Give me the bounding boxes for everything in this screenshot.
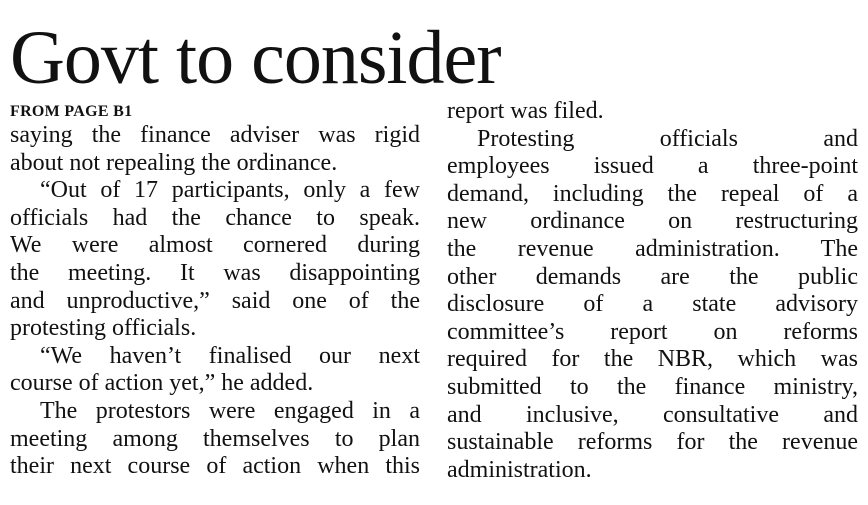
right-column-body <box>447 98 858 484</box>
text-line: We were almost cornered during <box>10 232 420 259</box>
text-line: officials had the chance to speak. <box>10 204 420 231</box>
text-line: their next course of action when this <box>10 453 420 480</box>
text-line: report was filed. <box>447 98 604 124</box>
text-line: and unproductive,” said one of the <box>10 287 420 314</box>
text-line: disclosure of a state advisory <box>447 291 858 318</box>
text-line: course of action yet,” he added. <box>10 370 314 397</box>
text-line: and inclusive, consultative and <box>447 401 858 428</box>
text-line: required for the NBR, which was <box>447 346 858 373</box>
text-line: saying the finance adviser was rigid <box>10 122 420 148</box>
text-line: the meeting. It was disappointing <box>10 259 420 286</box>
text-line: administration. <box>447 456 592 483</box>
text-line: demand, including the repeal of a <box>447 180 858 207</box>
right-column <box>447 98 858 484</box>
jump-line: FROM PAGE B1 <box>10 103 133 120</box>
text-line: new ordinance on restructuring <box>447 208 858 235</box>
text-line: The protestors were engaged in a <box>40 397 420 424</box>
text-line: meeting among themselves to plan <box>10 425 420 452</box>
left-column <box>10 102 420 481</box>
text-line: about not repealing the ordinance. <box>10 149 338 176</box>
text-line: the revenue administration. The <box>447 235 858 262</box>
text-line: sustainable reforms for the revenue <box>447 429 858 456</box>
text-line: other demands are the public <box>447 263 858 290</box>
headline: Govt to consider <box>10 16 501 100</box>
text-line: “We haven’t finalised our next <box>40 342 420 369</box>
text-line: committee’s report on reforms <box>447 318 858 345</box>
text-line: Protesting officials and <box>477 125 858 152</box>
text-line: employees issued a three-point <box>447 153 858 180</box>
text-line: protesting officials. <box>10 315 197 342</box>
text-line: “Out of 17 participants, only a few <box>40 177 420 204</box>
text-line: submitted to the finance ministry, <box>447 373 858 400</box>
left-column-body <box>10 122 420 481</box>
